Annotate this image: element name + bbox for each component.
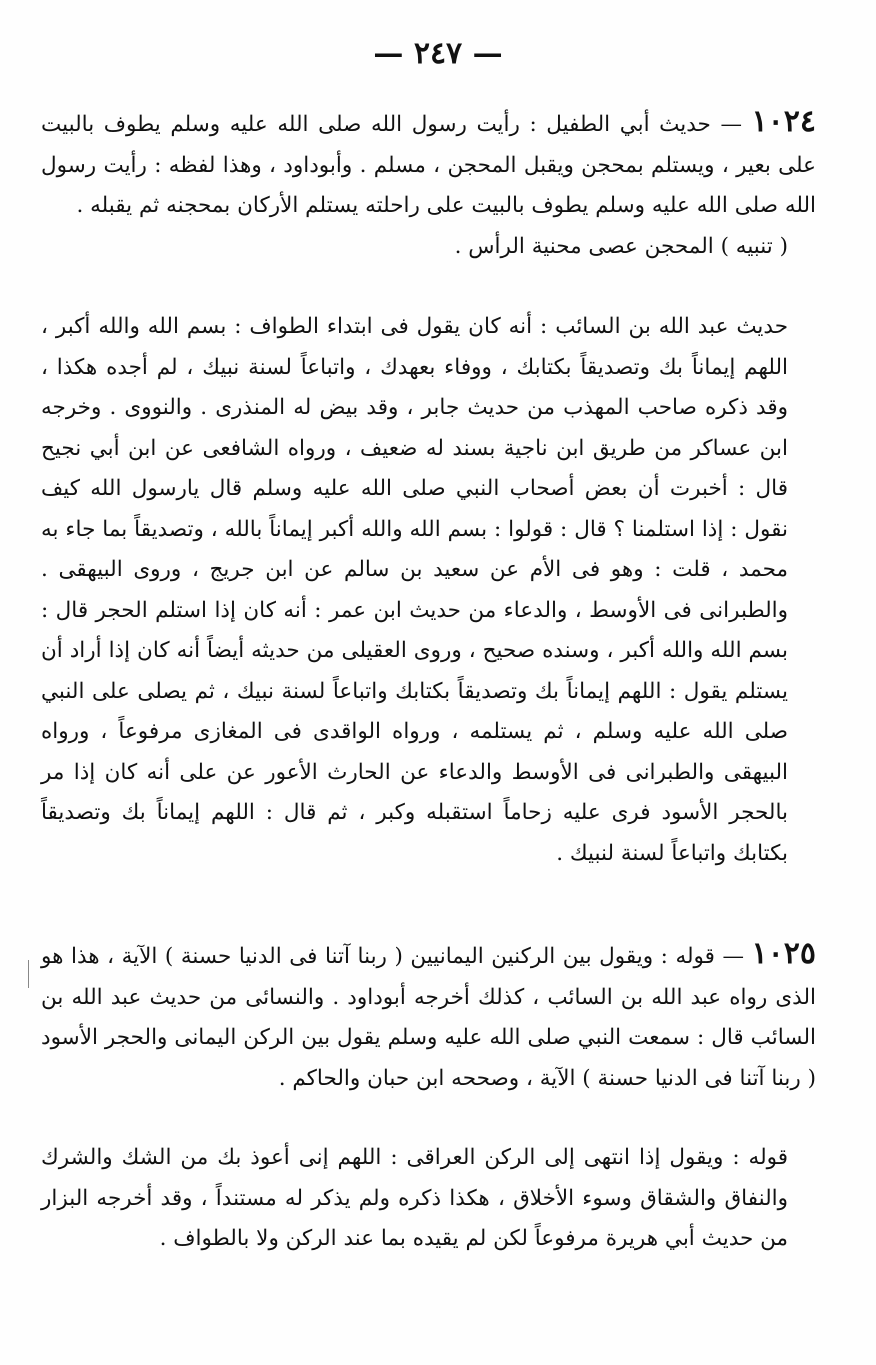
entry-paragraph (41, 102, 816, 227)
scan-mark (28, 960, 29, 988)
hadith-entry-ibn-al-saib (41, 307, 816, 874)
hadith-entry-1025 (41, 934, 816, 1099)
entry-text: حديث أبي الطفيل : رأيت رسول الله صلى الله عليه وسلم يطوف بالبيت على بعير ، ويستلم بمحجن ويقبل المحجن ، مسلم . وأبوداود ، وهذا لفظه : رأيت رسول الله صلى الله عليه وسلم يطوف بالبيت على راحلته يستلم الأركان بمحجنه ثم يقبله . (41, 112, 816, 218)
hadith-entry-1024 (41, 102, 816, 267)
hadith-entry-iraqi-corner (41, 1138, 816, 1260)
entry-number: ١٠٢٤ (751, 104, 816, 139)
entry-dash: — (722, 944, 744, 969)
page-number: — ٢٤٧ — (373, 36, 503, 71)
entry-dash: — (720, 112, 742, 137)
entry-paragraph (41, 934, 816, 1099)
entry-number: ١٠٢٥ (751, 936, 816, 971)
entry-text: قوله : ويقول بين الركنين اليمانيين ( ربنا آتنا فى الدنيا حسنة ) الآية ، هذا هو الذى رواه عبد الله بن السائب ، كذلك أخرجه أبوداود . والنسائى من حديث عبد الله بن السائب قال : سمعت النبي صلى الله عليه وسلم يقول بين الركن اليمانى والحجر الأسود ( ربنا آتنا فى الدنيا حسنة ) الآية ، وصححه ابن حبان والحاكم . (41, 944, 816, 1091)
entry-paragraph: حديث عبد الله بن السائب : أنه كان يقول فى ابتداء الطواف : بسم الله والله أكبر ، اللهم إيماناً بك وتصديقاً بكتابك ، ووفاء بعهدك ، واتباعاً لسنة نبيك ، لم أجده هكذا ، وقد ذكره صاحب المهذب من حديث جابر ، وقد بيض له المنذرى . والنووى . وخرجه ابن عساكر من طريق ابن ناجية بسند له ضعيف ، ورواه الشافعى عن ابن أبي نجيح قال : أخبرت أن بعض أصحاب النبي صلى الله عليه وسلم قال يارسول الله كيف نقول : إذا استلمنا ؟ قال : قولوا : بسم الله والله أكبر إيماناً بالله ، وتصديقاً بما جاء به محمد ، قلت : وهو فى الأم عن سعيد بن سالم عن ابن جريج ، وروى البيهقى . والطبرانى فى الأوسط ، والدعاء من حديث ابن عمر : أنه كان إذا استلم الحجر قال : بسم الله والله أكبر ، وسنده صحيح ، وروى العقيلى من حديثه أيضاً أنه كان إذا أراد أن يستلم يقول : اللهم إيماناً بك وتصديقاً بكتابك واتباعاً لسنة نبيك ، ثم يصلى على النبي صلى الله عليه وسلم ، ثم يستلمه ، ورواه الواقدى فى المغازى مرفوعاً ، ورواه البيهقى والطبرانى فى الأوسط والدعاء عن الحارث الأعور عن على أنه كان إذا مر بالحجر الأسود فرى عليه زحاماً استقبله وكبر ، ثم قال : اللهم إيماناً بك وتصديقاً بكتابك واتباعاً لسنة لنبيك . (41, 314, 788, 866)
entry-paragraph: قوله : ويقول إذا انتهى إلى الركن العراقى : اللهم إنى أعوذ بك من الشك والشرك والنفاق والشقاق وسوء الأخلاق ، هكذا ذكره ولم يذكر له مستنداً ، وقد أخرجه البزار من حديث أبي هريرة مرفوعاً لكن لم يقيده بما عند الركن ولا بالطواف . (41, 1145, 788, 1251)
note-paragraph: ( تنبيه ) المحجن عصى محنية الرأس . (454, 233, 788, 259)
